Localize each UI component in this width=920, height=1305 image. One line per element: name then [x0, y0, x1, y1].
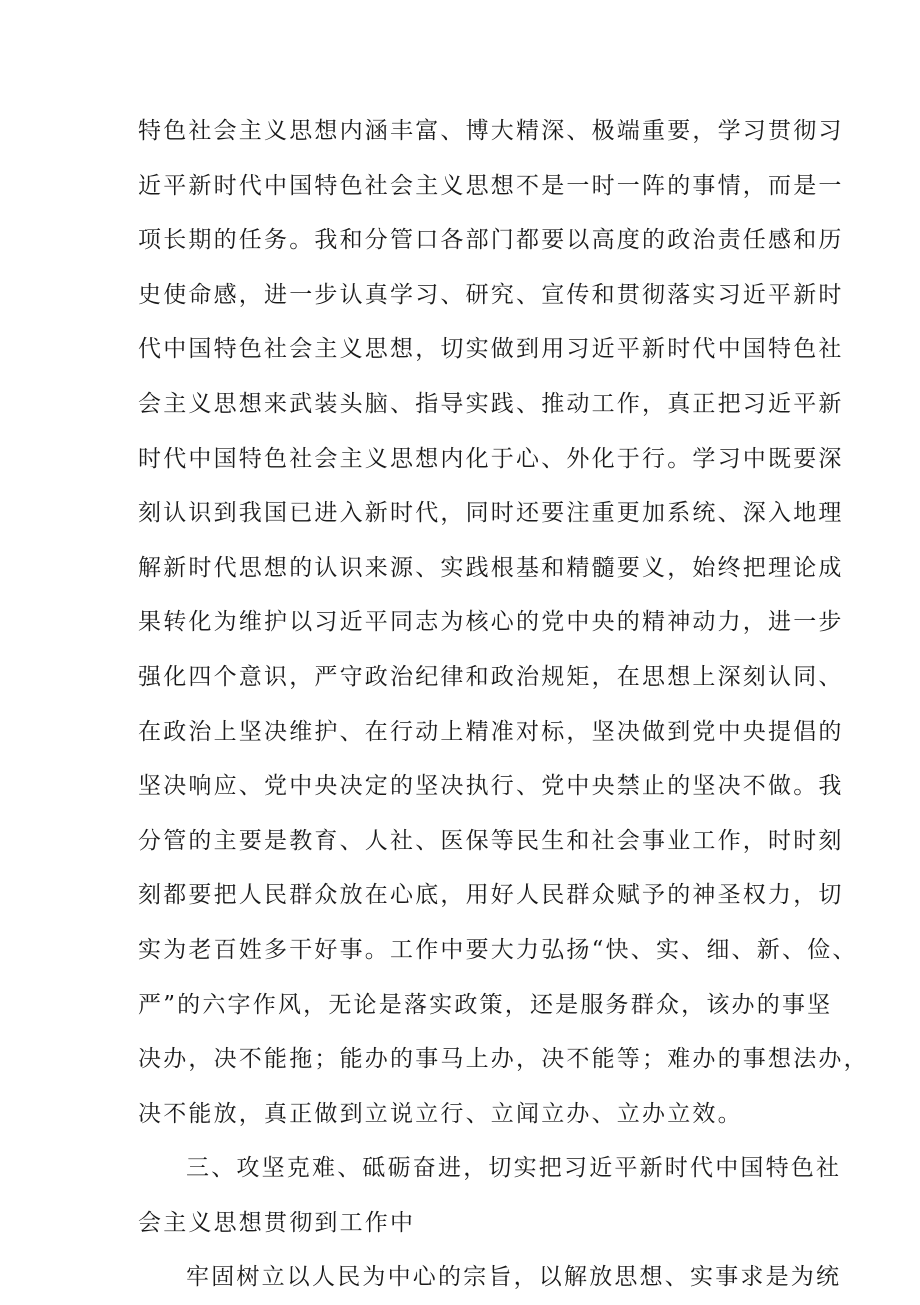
- paragraph-line: 刻都要把人民群众放在心底，用好人民群众赋予的神圣权力，切: [138, 882, 844, 909]
- paragraph-line: 果转化为维护以习近平同志为核心的党中央的精神动力，进一步: [138, 609, 844, 636]
- paragraph-line: 代中国特色社会主义思想，切实做到用习近平新时代中国特色社: [138, 336, 844, 363]
- body-text: [138, 104, 869, 1305]
- paragraph-line: 解新时代思想的认识来源、实践根基和精髓要义，始终把理论成: [138, 554, 844, 581]
- paragraph-line: 决办，决不能拖；能办的事马上办，决不能等；难办的事想法办，: [138, 1046, 869, 1073]
- paragraph-line: 牢固树立以人民为中心的宗旨，以解放思想、实事求是为统: [186, 1264, 842, 1291]
- paragraph-line: 刻认识到我国已进入新时代，同时还要注重更加系统、深入地理: [138, 500, 844, 527]
- paragraph-line: 会主义思想来武装头脑、指导实践、推动工作，真正把习近平新: [138, 390, 844, 417]
- paragraph-line: 特色社会主义思想内涵丰富、博大精深、极端重要，学习贯彻习: [138, 118, 844, 144]
- paragraph-line: 分管的主要是教育、人社、医保等民生和社会事业工作，时时刻: [138, 827, 844, 854]
- section-heading-line: 会主义思想贯彻到工作中: [138, 1209, 416, 1236]
- paragraph-line: 决不能放，真正做到立说立行、立闻立办、立办立效。: [138, 1100, 743, 1127]
- paragraph-line: 严”的六字作风，无论是落实政策，还是服务群众，该办的事坚: [138, 991, 833, 1018]
- paragraph-line: 实为老百姓多干好事。工作中要大力弘扬“快、实、细、新、俭、: [138, 936, 858, 963]
- paragraph-line: 坚决响应、党中央决定的坚决执行、党中央禁止的坚决不做。我: [138, 773, 844, 800]
- paragraph-line: 项长期的任务。我和分管口各部门都要以高度的政治责任感和历: [138, 227, 844, 254]
- paragraph-line: 在政治上坚决维护、在行动上精准对标，坚决做到党中央提倡的: [138, 718, 844, 745]
- paragraph-line: 近平新时代中国特色社会主义思想不是一时一阵的事情，而是一: [138, 172, 844, 199]
- paragraph-line: 时代中国特色社会主义思想内化于心、外化于行。学习中既要深: [138, 445, 844, 472]
- section-heading-line: 三、攻坚克难、砥砺奋进，切实把习近平新时代中国特色社: [186, 1155, 842, 1182]
- paragraph-line: 史使命感，进一步认真学习、研究、宣传和贯彻落实习近平新时: [138, 281, 844, 308]
- paragraph-line: 强化四个意识，严守政治纪律和政治规矩，在思想上深刻认同、: [138, 663, 844, 690]
